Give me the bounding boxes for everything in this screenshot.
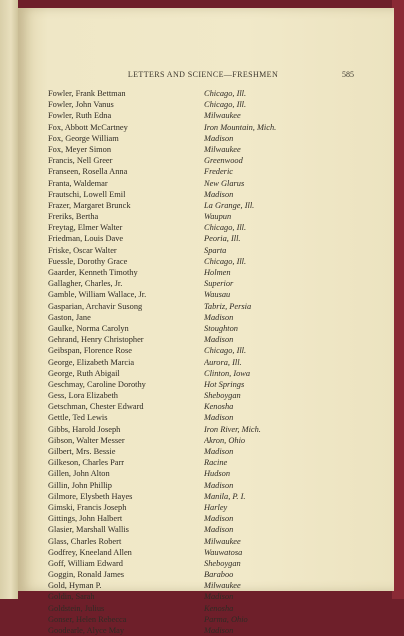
student-hometown: Stoughton (204, 323, 238, 333)
student-name: Gaarder, Kenneth Timothy (48, 268, 138, 277)
student-hometown: Madison (204, 447, 234, 456)
student-name: Fowler, Frank Bettman (48, 89, 126, 98)
student-hometown: Waupun (204, 212, 232, 222)
student-hometown: Clinton, Iowa (204, 368, 251, 378)
student-hometown: Holmen (204, 268, 231, 277)
student-hometown: Baraboo (204, 570, 234, 580)
list-item (48, 401, 378, 412)
student-name: Gess, Lora Elizabeth (48, 391, 118, 401)
student-name: Franta, Waldemar (48, 178, 108, 188)
list-item (48, 323, 378, 334)
student-hometown: Hudson (204, 469, 231, 479)
list-item (48, 155, 378, 166)
list-item (48, 446, 378, 457)
student-name: Fuessle, Dorothy Grace (48, 256, 128, 266)
student-name: Gibbs, Harold Joseph (48, 424, 121, 434)
list-item (48, 178, 378, 189)
student-hometown: Parma, Ohio (204, 614, 248, 624)
list-item (48, 312, 378, 323)
student-hometown: Frederic (204, 167, 233, 177)
page-header: LETTERS AND SCIENCE—FRESHMEN (127, 70, 279, 79)
list-item (48, 625, 378, 636)
student-name: Frazer, Margaret Brunck (48, 200, 131, 210)
list-item (48, 603, 378, 614)
student-name: Fowler, Ruth Edna (48, 111, 112, 121)
student-hometown: Tabriz, Persia (204, 301, 252, 311)
student-name: Gehrand, Henry Christopher (48, 335, 144, 345)
student-list (48, 88, 378, 636)
list-item (48, 233, 378, 244)
student-name: Gamble, William Wallace, Jr. (48, 290, 147, 300)
student-hometown: Madison (204, 335, 234, 345)
list-item (48, 390, 378, 401)
list-item (48, 189, 378, 200)
list-item (48, 301, 378, 312)
list-item (48, 435, 378, 446)
list-item (48, 547, 378, 558)
student-hometown: Milwaukee (204, 536, 241, 546)
student-hometown: Racine (204, 458, 228, 468)
student-name: Gettle, Ted Lewis (48, 413, 108, 423)
list-item (48, 267, 378, 278)
student-name: Friedman, Louis Dave (48, 234, 124, 244)
list-item (48, 424, 378, 435)
list-item (48, 278, 378, 289)
list-item (48, 379, 378, 390)
student-name: Gittings, John Halbert (48, 514, 123, 524)
list-item (48, 99, 378, 110)
student-name: Gaston, Jane (48, 312, 91, 322)
list-item (48, 256, 378, 267)
student-name: Gillin, John Phillip (48, 480, 112, 490)
student-name: Glasier, Marshall Wallis (48, 525, 129, 535)
student-hometown: Wauwatosa (204, 547, 243, 557)
student-name: Geschmay, Caroline Dorothy (48, 379, 146, 389)
list-item (48, 200, 378, 211)
student-name: Gibson, Walter Messer (48, 435, 125, 445)
list-item (48, 591, 378, 602)
student-name: Godfrey, Kneeland Allen (48, 547, 132, 557)
student-hometown: Wausau (204, 290, 231, 300)
student-hometown: Sparta (204, 245, 227, 255)
list-item (48, 569, 378, 580)
student-name: Getschman, Chester Edward (48, 402, 144, 412)
student-hometown: Madison (204, 413, 234, 423)
student-name: Frautschi, Lowell Emil (48, 189, 126, 199)
list-item (48, 334, 378, 345)
student-name: Goodearle, Alyce May (48, 626, 125, 635)
student-name: Fox, George William (48, 133, 119, 143)
list-item (48, 88, 378, 99)
student-name: Gaulke, Norma Carolyn (48, 323, 129, 333)
student-hometown: Superior (204, 279, 234, 289)
list-item (48, 468, 378, 479)
student-name: Gilmore, Elysbeth Hayes (48, 491, 133, 501)
student-name: Gimski, Francis Joseph (48, 502, 127, 512)
student-hometown: Chicago, Ill. (204, 256, 247, 266)
list-item (48, 222, 378, 233)
student-hometown: Greenwood (204, 156, 243, 166)
student-hometown: Peoria, Ill. (204, 234, 241, 244)
list-item (48, 122, 378, 133)
student-name: Gonser, Helen Rebecca (48, 614, 127, 624)
list-item (48, 491, 378, 502)
list-item (48, 133, 378, 144)
student-name: Goldstein, Julius (48, 603, 105, 613)
student-hometown: Madison (204, 312, 234, 322)
student-hometown: Hot Springs (204, 379, 245, 389)
list-item (48, 457, 378, 468)
student-name: Goggin, Ronald James (48, 570, 125, 580)
student-name: Fox, Meyer Simon (48, 144, 112, 154)
student-hometown: Iron Mountain, Mich. (204, 122, 277, 132)
student-hometown: Milwaukee (204, 144, 241, 154)
list-item (48, 245, 378, 256)
list-item (48, 513, 378, 524)
list-item (48, 580, 378, 591)
student-hometown: Madison (204, 480, 234, 490)
student-name: Francis, Nell Greer (48, 156, 113, 166)
student-hometown: Madison (204, 189, 234, 199)
list-item (48, 524, 378, 535)
student-hometown: Chicago, Ill. (204, 100, 247, 110)
student-hometown: Sheboygan (204, 391, 241, 401)
student-hometown: Madison (204, 133, 234, 143)
facing-page-edge (0, 0, 18, 599)
student-hometown: Madison (204, 514, 234, 524)
student-hometown: Kenosha (204, 603, 234, 613)
student-hometown: Iron River, Mich. (204, 424, 261, 434)
student-hometown: Akron, Ohio (204, 435, 246, 445)
student-name: Fox, Abbott McCartney (48, 122, 128, 132)
list-item (48, 166, 378, 177)
list-item (48, 480, 378, 491)
student-hometown: New Glarus (204, 178, 245, 188)
student-name: Freytag, Elmer Walter (48, 223, 123, 233)
student-name: George, Ruth Abigail (48, 368, 120, 378)
page-number: 585 (342, 70, 354, 79)
student-name: Goldin, Sarah (48, 592, 95, 602)
student-hometown: Madison (204, 525, 234, 535)
list-item (48, 368, 378, 379)
list-item (48, 345, 378, 356)
student-name: Gasparian, Archavir Susong (48, 301, 143, 311)
list-item (48, 412, 378, 423)
student-name: Friske, Oscar Walter (48, 245, 117, 255)
student-hometown: Milwaukee (204, 111, 241, 121)
list-item (48, 211, 378, 222)
list-item (48, 614, 378, 625)
student-hometown: Madison (204, 592, 234, 602)
list-item (48, 144, 378, 155)
student-name: Gallagher, Charles, Jr. (48, 279, 123, 289)
student-name: Gold, Hyman P. (48, 581, 102, 591)
student-hometown: Manila, P. I. (204, 491, 246, 501)
student-hometown: Sheboygan (204, 558, 241, 568)
student-hometown: Harley (204, 502, 228, 512)
student-name: Goff, William Edward (48, 558, 123, 568)
student-hometown: Madison (204, 626, 234, 635)
student-hometown: Chicago, Ill. (204, 89, 247, 98)
list-item (48, 536, 378, 547)
student-hometown: Chicago, Ill. (204, 223, 247, 233)
student-name: George, Elizabeth Marcia (48, 357, 135, 367)
student-name: Gilbert, Mrs. Bessie (48, 447, 116, 456)
student-name: Freriks, Bertha (48, 212, 99, 222)
list-item (48, 558, 378, 569)
student-name: Fowler, John Vanus (48, 100, 114, 110)
student-hometown: Kenosha (204, 402, 234, 412)
student-hometown: Chicago, Ill. (204, 346, 247, 356)
student-name: Geibspan, Florence Rose (48, 346, 132, 356)
student-hometown: La Grange, Ill. (204, 200, 255, 210)
student-name: Gilkeson, Charles Parr (48, 458, 125, 468)
student-hometown: Milwaukee (204, 581, 241, 591)
list-item (48, 357, 378, 368)
student-hometown: Aurora, Ill. (204, 357, 242, 367)
student-name: Glass, Charles Robert (48, 536, 122, 546)
student-name: Franseen, Rosella Anna (48, 167, 128, 177)
list-item (48, 502, 378, 513)
student-name: Gillen, John Alton (48, 469, 110, 479)
list-item (48, 110, 378, 121)
list-item (48, 289, 378, 300)
